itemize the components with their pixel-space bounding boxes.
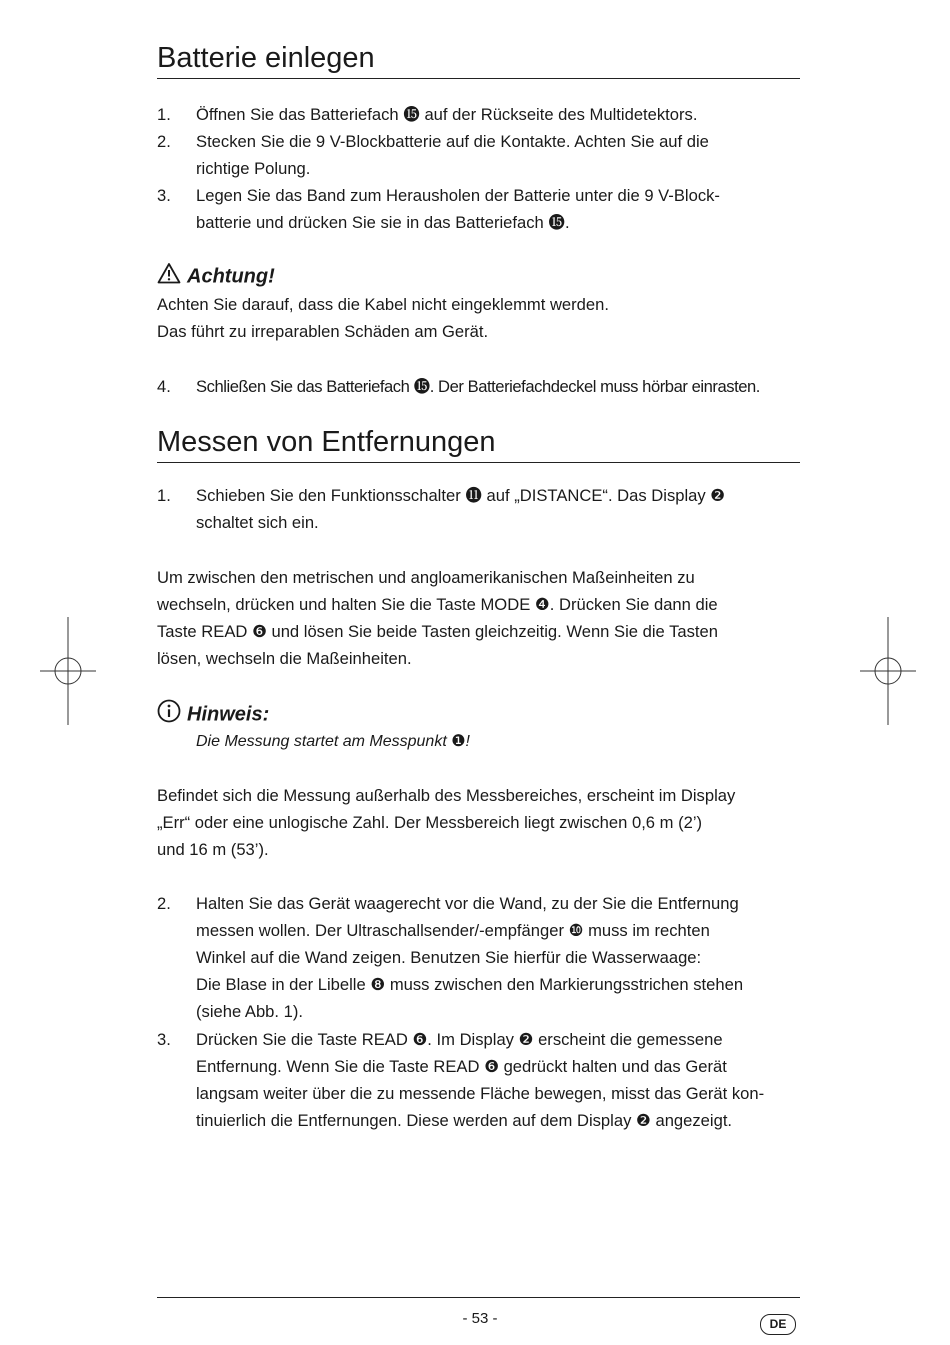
paragraph-line: lösen, wechseln die Maßeinheiten. bbox=[157, 649, 412, 668]
crop-mark-icon bbox=[40, 617, 96, 725]
paragraph-line: „Err“ oder eine unlogische Zahl. Der Messbereich liegt zwischen 0,6 m (2’) bbox=[157, 813, 703, 832]
warning-text: Das führt zu irreparablen Schäden am Gerät. bbox=[157, 322, 489, 341]
warning-triangle-icon bbox=[157, 262, 181, 292]
section-title-messen: Messen von Entfernungen bbox=[157, 424, 800, 463]
note-heading bbox=[157, 699, 269, 731]
language-badge: DE bbox=[760, 1314, 796, 1335]
step-text: (siehe Abb. 1). bbox=[196, 1002, 304, 1021]
step-number: 1. bbox=[157, 486, 171, 505]
step-text: Legen Sie das Band zum Herausholen der Batterie unter die 9 V-Block- bbox=[196, 186, 720, 205]
step-number: 3. bbox=[157, 186, 171, 205]
step-text: messen wollen. Der Ultraschallsender/-empfänger ❿ muss im rechten bbox=[196, 921, 710, 940]
step-text: Entfernung. Wenn Sie die Taste READ ❻ gedrückt halten und das Gerät bbox=[196, 1057, 727, 1076]
step-text: schaltet sich ein. bbox=[196, 513, 319, 532]
step-text: Halten Sie das Gerät waagerecht vor die Wand, zu der Sie die Entfernung bbox=[196, 894, 739, 913]
step-number: 4. bbox=[157, 377, 171, 396]
step-text: Die Blase in der Libelle ❽ muss zwischen den Markierungsstrichen stehen bbox=[196, 975, 744, 994]
info-circle-icon bbox=[157, 699, 181, 731]
step-number: 3. bbox=[157, 1030, 171, 1049]
step-text: Drücken Sie die Taste READ ❻. Im Display ❷ erscheint die gemessene bbox=[196, 1030, 723, 1049]
step-text: Stecken Sie die 9 V-Blockbatterie auf die Kontakte. Achten Sie auf die bbox=[196, 132, 709, 151]
footer-rule bbox=[157, 1297, 800, 1298]
step-text: langsam weiter über die zu messende Fläche bewegen, misst das Gerät kon- bbox=[196, 1084, 765, 1103]
warning-heading bbox=[157, 262, 275, 292]
step-number: 1. bbox=[157, 105, 171, 124]
warning-text: Achten Sie darauf, dass die Kabel nicht eingeklemmt werden. bbox=[157, 295, 609, 314]
crop-mark-icon bbox=[860, 617, 916, 725]
paragraph-line: und 16 m (53’). bbox=[157, 840, 269, 859]
step-text: Öffnen Sie das Batteriefach ⓯ auf der Rückseite des Multidetektors. bbox=[196, 105, 698, 124]
warning-title: Achtung! bbox=[187, 265, 275, 288]
paragraph-line: Taste READ ❻ und lösen Sie beide Tasten gleichzeitig. Wenn Sie die Tasten bbox=[157, 622, 718, 641]
step-text: batterie und drücken Sie sie in das Batteriefach ⓯. bbox=[196, 213, 570, 232]
step-text: Schließen Sie das Batteriefach ⓯. Der Batteriefachdeckel muss hörbar einrasten. bbox=[196, 377, 760, 396]
section-title-batterie: Batterie einlegen bbox=[157, 40, 800, 79]
page-number: - 53 - bbox=[462, 1310, 498, 1327]
note-text: Die Messung startet am Messpunkt ❶! bbox=[196, 733, 470, 750]
step-number: 2. bbox=[157, 894, 171, 913]
step-number: 2. bbox=[157, 132, 171, 151]
step-text: Schieben Sie den Funktionsschalter ⓫ auf „DISTANCE“. Das Display ❷ bbox=[196, 486, 726, 505]
step-text: tinuierlich die Entfernungen. Diese werden auf dem Display ❷ angezeigt. bbox=[196, 1111, 733, 1130]
paragraph-line: Befindet sich die Messung außerhalb des Messbereiches, erscheint im Display bbox=[157, 786, 736, 805]
step-text: Winkel auf die Wand zeigen. Benutzen Sie hierfür die Wasserwaage: bbox=[196, 948, 702, 967]
paragraph-line: wechseln, drücken und halten Sie die Taste MODE ❹. Drücken Sie dann die bbox=[157, 595, 718, 614]
note-title: Hinweis: bbox=[187, 703, 270, 726]
step-text: richtige Polung. bbox=[196, 159, 311, 178]
paragraph-line: Um zwischen den metrischen und angloamerikanischen Maßeinheiten zu bbox=[157, 568, 695, 587]
